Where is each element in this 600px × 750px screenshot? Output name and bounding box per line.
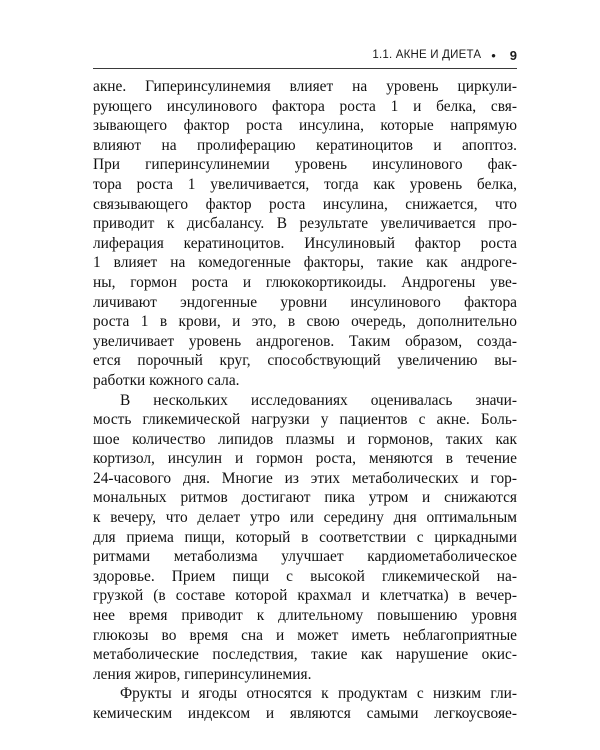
text-line: кортизол, инсулин и гормон роста, меняются в течение <box>93 450 517 468</box>
text-line: ритмами метаболизма улучшает кардиометаболическое <box>93 548 517 566</box>
text-line: 24-часового дня. Многие из этих метаболических и гор- <box>93 469 517 487</box>
text-line: роста 1 в крови, и это, в свою очередь, дополнительно <box>93 313 517 331</box>
section-title: 1.1. АКНЕ И ДИЕТА <box>372 49 482 61</box>
text-line: рующего инсулинового фактора роста 1 и белка, свя- <box>93 97 517 115</box>
text-line: лиферация кератиноцитов. Инсулиновый фактор роста <box>93 234 517 252</box>
text-line: мональных ритмов достигают пика утром и снижаются <box>93 489 517 507</box>
text-line: грузкой (в составе которой крахмал и клетчатка) в вечер- <box>93 587 517 605</box>
text-line: личивают эндогенные уровни инсулинового фактора <box>93 293 517 311</box>
text-line: зывающего фактор роста инсулина, которые напрямую <box>93 117 517 135</box>
text-line: кемическим индексом и являются самыми легкоусвояе- <box>93 705 517 722</box>
text-line: к вечеру, что делает утро или середину дня оптимальным <box>93 509 517 527</box>
page-number: 9 <box>509 47 517 63</box>
text-line: приводит к дисбалансу. В результате увеличивается про- <box>93 215 517 233</box>
text-line: Фрукты и ягоды относятся к продуктам с низким гли- <box>120 685 517 703</box>
text-line: акне. Гиперинсулинемия влияет на уровень циркули- <box>93 78 517 95</box>
text-line: влияют на пролиферацию кератиноцитов и апоптоз. <box>93 136 517 154</box>
text-line: увеличивает уровень андрогенов. Таким образом, созда- <box>93 332 517 350</box>
text-line: тора роста 1 увеличивается, тогда как уровень белка, <box>93 175 517 193</box>
header-divider <box>93 68 517 69</box>
text-line: При гиперинсулинемии уровень инсулинового фак- <box>93 156 517 174</box>
text-line: 1 влияет на комедогенные факторы, такие как андроге- <box>93 254 517 272</box>
text-line: работки кожного сала. <box>93 371 240 389</box>
text-line: метаболические последствия, такие как нарушение окис- <box>93 646 517 664</box>
text-line: ны, гормон роста и глюкокортикоиды. Андрогены уве- <box>93 273 517 291</box>
text-line: связывающего фактор роста инсулина, снижается, что <box>93 195 517 213</box>
running-header <box>372 44 517 66</box>
text-line: ется порочный круг, способствующий увеличению вы- <box>93 352 517 370</box>
text-line: мость гликемической нагрузки у пациентов с акне. Боль- <box>93 411 517 429</box>
text-line: для приема пищи, который в соответствии с циркадными <box>93 528 517 546</box>
text-line: В нескольких исследованиях оценивалась значи- <box>120 391 517 409</box>
text-line: глюкозы во время сна и может иметь неблагоприятные <box>93 626 517 644</box>
text-line: шое количество липидов плазмы и гормонов, таких как <box>93 430 517 448</box>
text-line: нее время приводит к длительному повышению уровня <box>93 607 517 625</box>
text-line: ления жиров, гиперинсулинемия. <box>93 665 312 683</box>
header-bullet: • <box>491 47 496 63</box>
body-text <box>93 77 517 724</box>
text-line: здоровье. Прием пищи с высокой гликемической на- <box>93 567 517 585</box>
